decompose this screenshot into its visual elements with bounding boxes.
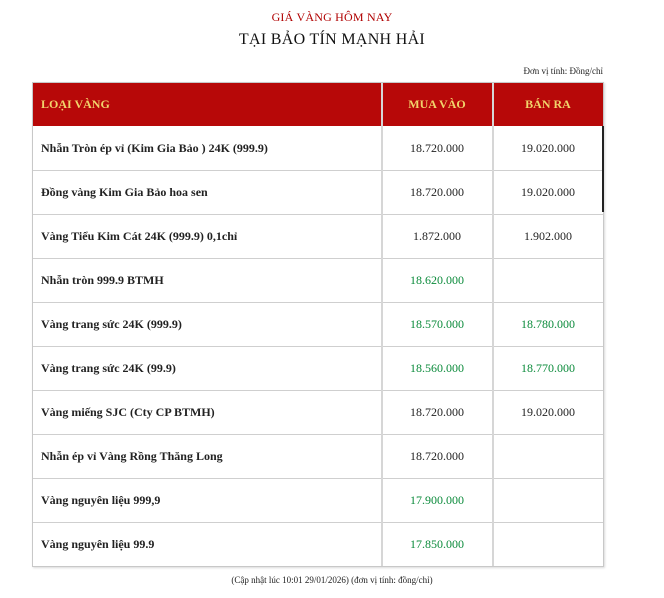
- table-row: [33, 302, 603, 346]
- row-divider: [33, 214, 603, 215]
- sell-price-cell: 19.020.000: [521, 404, 575, 419]
- gold-type-cell: Vàng trang sức 24K (99.9): [41, 360, 176, 375]
- row-divider: [33, 302, 603, 303]
- buy-price-cell: 1.872.000: [413, 228, 461, 243]
- table-row: [33, 126, 603, 170]
- buy-price-cell: 18.720.000: [410, 184, 464, 199]
- gold-type-cell: Nhẫn ép vỉ Vàng Rồng Thăng Long: [41, 448, 223, 463]
- sell-price-cell: [493, 434, 603, 478]
- column-header-buy: MUA VÀO: [382, 83, 492, 126]
- table-row: [33, 478, 603, 522]
- unit-label: Đơn vị tính: Đồng/chỉ: [523, 66, 603, 76]
- buy-price-cell: 18.620.000: [410, 272, 464, 287]
- sell-price-cell: 19.020.000: [521, 184, 575, 199]
- sell-price-cell: 18.770.000: [521, 360, 575, 375]
- column-header-type: LOẠI VÀNG: [33, 83, 381, 126]
- row-divider: [33, 346, 603, 347]
- table-header: [33, 83, 603, 126]
- gold-type-cell: Vàng Tiểu Kim Cát 24K (999.9) 0,1chỉ: [41, 228, 238, 243]
- gold-type-cell: Vàng miếng SJC (Cty CP BTMH): [41, 404, 215, 419]
- gold-type-cell: Vàng nguyên liệu 99.9: [41, 536, 155, 551]
- table-row: [33, 258, 603, 302]
- gold-type-cell: Vàng trang sức 24K (999.9): [41, 316, 182, 331]
- row-divider: [33, 390, 603, 391]
- buy-price-cell: 18.570.000: [410, 316, 464, 331]
- table-row: [33, 214, 603, 258]
- row-divider: [33, 434, 603, 435]
- gold-price-table: [32, 82, 604, 567]
- buy-price-cell: 17.900.000: [410, 492, 464, 507]
- sell-price-cell: 19.020.000: [521, 140, 575, 155]
- sell-price-cell: [493, 478, 603, 522]
- row-divider: [33, 522, 603, 523]
- table-row: [33, 390, 603, 434]
- row-divider: [33, 478, 603, 479]
- page-title: TẠI BẢO TÍN MẠNH HẢI: [238, 31, 426, 48]
- gold-type-cell: Nhẫn Tròn ép vỉ (Kim Gia Bảo ) 24K (999.9): [41, 140, 268, 155]
- buy-price-cell: 18.720.000: [410, 448, 464, 463]
- column-header-sell: BÁN RA: [493, 83, 603, 126]
- page-subtitle: GIÁ VÀNG HÔM NAY: [271, 10, 393, 24]
- gold-type-cell: Nhẫn tròn 999.9 BTMH: [41, 272, 164, 287]
- buy-price-cell: 18.560.000: [410, 360, 464, 375]
- row-divider: [33, 258, 603, 259]
- column-divider: [492, 83, 494, 566]
- right-edge-mark: [602, 126, 604, 212]
- buy-price-cell: 17.850.000: [410, 536, 464, 551]
- table-row: [33, 170, 603, 214]
- row-divider: [33, 170, 603, 171]
- gold-type-cell: Vàng nguyên liệu 999,9: [41, 492, 161, 507]
- sell-price-cell: 1.902.000: [524, 228, 572, 243]
- table-row: [33, 522, 603, 566]
- buy-price-cell: 18.720.000: [410, 404, 464, 419]
- gold-type-cell: Đồng vàng Kim Gia Bảo hoa sen: [41, 184, 208, 199]
- table-row: [33, 346, 603, 390]
- column-divider: [381, 83, 383, 566]
- table-row: [33, 434, 603, 478]
- sell-price-cell: [493, 522, 603, 566]
- sell-price-cell: [493, 258, 603, 302]
- sell-price-cell: 18.780.000: [521, 316, 575, 331]
- buy-price-cell: 18.720.000: [410, 140, 464, 155]
- update-note: (Cập nhật lúc 10:01 29/01/2026) (đơn vị tính: đồng/chỉ): [231, 575, 433, 585]
